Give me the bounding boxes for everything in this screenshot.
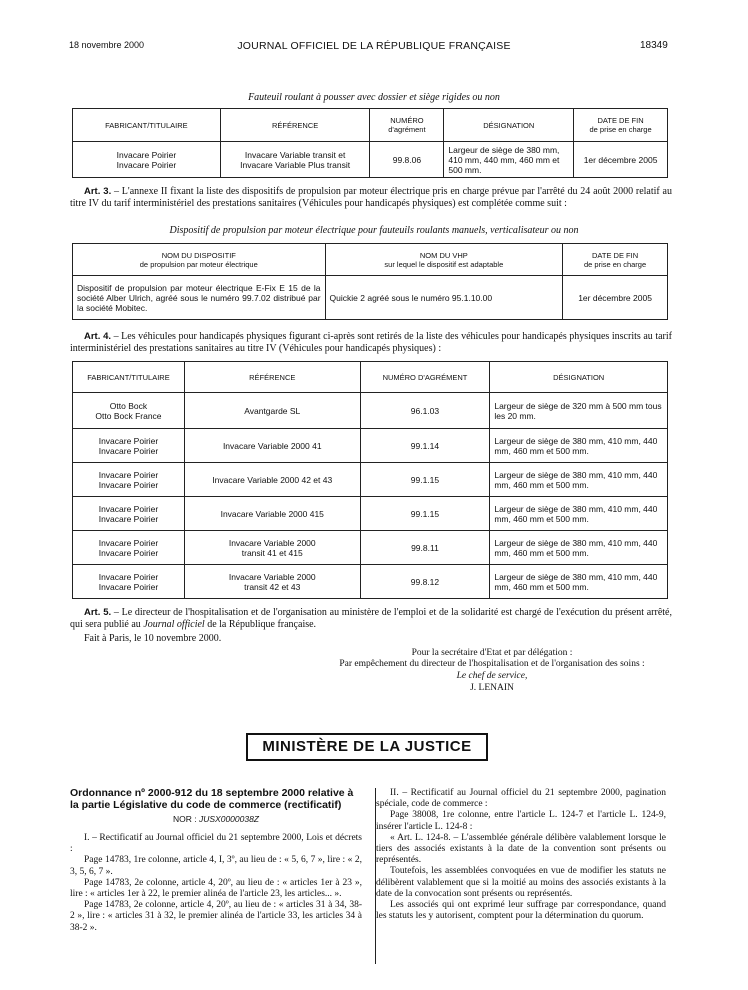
right-paragraph: Toutefois, les assemblées convoquées en vue de modifier les statuts ne délibèrent valablement que si la moitié au moins des associés existants à la date de la convocation sont présents ou représentés. (376, 866, 666, 899)
table-row (73, 142, 668, 178)
table1-header: NUMÉRO d'agrément (370, 109, 444, 142)
article-5 (70, 607, 672, 630)
table3-header: RÉFÉRENCE (184, 362, 360, 393)
table3-cell-approval: 99.1.15 (360, 497, 490, 531)
table3-cell-designation: Largeur de siège de 380 mm, 410 mm, 440 mm, 460 mm et 500 mm. (490, 531, 668, 565)
table3-cell-manufacturer: Invacare Poirier Invacare Poirier (73, 463, 185, 497)
header-journal-title: JOURNAL OFFICIEL DE LA RÉPUBLIQUE FRANÇAISE (237, 40, 511, 52)
table1-cell-reference: Invacare Variable transit et Invacare Variable Plus transit (220, 142, 370, 178)
table3-cell-manufacturer: Invacare Poirier Invacare Poirier (73, 565, 185, 599)
table3-header: NUMÉRO D'AGRÉMENT (360, 362, 490, 393)
table3-cell-reference: Invacare Variable 2000 41 (184, 429, 360, 463)
ordonnance-title: Ordonnance nº 2000-912 du 18 septembre 2000 relative à la partie Législative du code de commerce (rectificatif) (70, 787, 354, 811)
article-5-journal-italic: Journal officiel (143, 618, 205, 630)
table3-header: FABRICANT/TITULAIRE (73, 362, 185, 393)
article-5-text: – Le directeur de l'hospitalisation et de l'organisation au ministère de l'emploi et de la solidarité est chargé de l'exécution du présent arrêté, qui sera publié au (70, 607, 672, 630)
table2-cell-device: Dispositif de propulsion par moteur électrique E-Fix E 15 de la société Alber Ulrich, agréé sous le numéro 99.7.02 distribué par la société Mobitec. (73, 276, 326, 320)
nor-label: NOR : (172, 814, 197, 824)
table-row (73, 429, 668, 463)
left-paragraph: Page 14783, 2e colonne, article 4, 20º, au lieu de : « articles 1er à 23 », lire : « articles 1er à 22, le premier alinéa de l'article 23, les articles... ». (70, 877, 362, 900)
table-row (73, 276, 668, 320)
table2-header: NOM DU DISPOSITIF de propulsion par moteur électrique (73, 244, 326, 276)
table3-cell-approval: 96.1.03 (360, 393, 490, 429)
table3-cell-reference: Invacare Variable 2000 transit 42 et 43 (184, 565, 360, 599)
article-5-label: Art. 5. (84, 607, 112, 618)
ordonnance-left-column (70, 788, 362, 934)
table3-cell-approval: 99.1.15 (360, 463, 490, 497)
table3-cell-approval: 99.1.14 (360, 429, 490, 463)
table3-cell-designation: Largeur de siège de 380 mm, 410 mm, 440 mm, 460 mm et 500 mm. (490, 565, 668, 599)
ministry-heading: MINISTÈRE DE LA JUSTICE (246, 733, 488, 761)
article-4 (70, 331, 672, 354)
nor-value: JUSX0000038Z (198, 814, 259, 824)
right-paragraph: Les associés qui ont exprimé leur suffrage par correspondance, quand les statuts les y autorisent, comptent pour la détermination du quorum. (376, 900, 666, 922)
table3-cell-manufacturer: Invacare Poirier Invacare Poirier (73, 531, 185, 565)
right-paragraph: « Art. L. 124-8. – L'assemblée générale délibère valablement lorsque le tiers des associés existants à la date de la convention sont présents ou représentés. (376, 832, 666, 866)
nor-line (70, 814, 362, 824)
table-row (73, 463, 668, 497)
header-date: 18 novembre 2000 (69, 40, 145, 50)
article-3 (70, 186, 672, 209)
table2-cell-vhp: Quickie 2 agréé sous le numéro 95.1.10.00 (325, 276, 563, 320)
table3-header: DÉSIGNATION (490, 362, 668, 393)
ordonnance-left-text (70, 833, 362, 934)
table3-cell-reference: Avantgarde SL (184, 393, 360, 429)
table1-header: FABRICANT/TITULAIRE (73, 109, 221, 142)
table2-header: DATE DE FIN de prise en charge (563, 244, 668, 276)
signature-line-3: Le chef de service, (456, 671, 528, 681)
table-row (73, 565, 668, 599)
table3-cell-reference: Invacare Variable 2000 415 (184, 497, 360, 531)
table1-caption: Fauteuil roulant à pousser avec dossier et siège rigides ou non (248, 92, 500, 103)
table1-header: DÉSIGNATION (444, 109, 574, 142)
article-3-label: Art. 3. (84, 186, 112, 197)
table3-cell-manufacturer: Otto Bock Otto Bock France (73, 393, 185, 429)
table2 (72, 243, 668, 320)
table3 (72, 361, 668, 599)
table1-cell-end-date: 1er décembre 2005 (574, 142, 668, 178)
ordonnance-right-column (376, 788, 666, 922)
table1-cell-designation: Largeur de siège de 380 mm, 410 mm, 440 mm, 460 mm et 500 mm. (444, 142, 574, 178)
signature-name: J. LENAIN (470, 683, 514, 693)
done-at-paris: Fait à Paris, le 10 novembre 2000. (84, 633, 222, 644)
article-5-text-end: de la République française. (204, 618, 317, 630)
table1-cell-approval: 99.8.06 (370, 142, 444, 178)
table3-cell-manufacturer: Invacare Poirier Invacare Poirier (73, 497, 185, 531)
table3-cell-reference: Invacare Variable 2000 transit 41 et 415 (184, 531, 360, 565)
table1-header: RÉFÉRENCE (220, 109, 370, 142)
left-paragraph: I. – Rectificatif au Journal officiel du 21 septembre 2000, Lois et décrets : (70, 833, 362, 855)
table-row (73, 497, 668, 531)
table3-cell-designation: Largeur de siège de 320 mm à 500 mm tous les 20 mm. (490, 393, 668, 429)
table-row (73, 531, 668, 565)
table2-header: NOM DU VHP sur lequel le dispositif est adaptable (325, 244, 563, 276)
right-paragraph: Page 38008, 1re colonne, entre l'article L. 124-7 et l'article L. 124-9, insérer l'article L. 124-8 : (376, 810, 666, 832)
table3-cell-approval: 99.8.11 (360, 531, 490, 565)
table3-cell-reference: Invacare Variable 2000 42 et 43 (184, 463, 360, 497)
table3-cell-designation: Largeur de siège de 380 mm, 410 mm, 440 mm, 460 mm et 500 mm. (490, 497, 668, 531)
left-paragraph: Page 14783, 1re colonne, article 4, I, 3º, au lieu de : « 5, 6, 7 », lire : « 2, 3, 5, 6, 7 ». (70, 855, 362, 877)
table3-cell-designation: Largeur de siège de 380 mm, 410 mm, 440 mm, 460 mm et 500 mm. (490, 429, 668, 463)
article-3-text: – L'annexe II fixant la liste des dispositifs de propulsion par moteur électrique pris en charge prévue par l'arrêté du 24 août 2000 relatif au titre IV du tarif interministériel des prestations sanitaires (Véhicules pour handicapés physiques) est complétée comme suit : (70, 186, 672, 209)
signature-line-2: Par empêchement du directeur de l'hospitalisation et de l'organisation des soins : (339, 659, 645, 669)
table3-cell-designation: Largeur de siège de 380 mm, 410 mm, 440 mm, 460 mm et 500 mm. (490, 463, 668, 497)
table2-cell-end-date: 1er décembre 2005 (563, 276, 668, 320)
right-paragraph: II. – Rectificatif au Journal officiel du 21 septembre 2000, pagination spéciale, code de commerce : (376, 788, 666, 810)
table1-header: DATE DE FIN de prise en charge (574, 109, 668, 142)
table3-cell-approval: 99.8.12 (360, 565, 490, 599)
table2-caption: Dispositif de propulsion par moteur électrique pour fauteuils roulants manuels, verticalisateur ou non (169, 225, 579, 236)
left-paragraph: Page 14783, 2e colonne, article 4, 20º, au lieu de : « articles 31 à 34, 38-2 », lire : « articles 31 à 32, le premier alinéa de l'article 33, les articles 34 à 38-2 ». (70, 900, 362, 933)
table3-cell-manufacturer: Invacare Poirier Invacare Poirier (73, 429, 185, 463)
header-page-number: 18349 (640, 40, 668, 51)
table1 (72, 108, 668, 178)
article-4-text: – Les véhicules pour handicapés physiques figurant ci-après sont retirés de la liste des véhicules pour handicapés physiques inscrits au tarif interministériel des prestations sanitaires au titre IV (Véhicules pour handicapés physiques) : (70, 331, 672, 354)
article-4-label: Art. 4. (84, 331, 111, 342)
signature-line-1: Pour la secrétaire d'Etat et par délégation : (411, 648, 573, 658)
table1-cell-manufacturer: Invacare Poirier Invacare Poirier (73, 142, 221, 178)
table-row (73, 393, 668, 429)
